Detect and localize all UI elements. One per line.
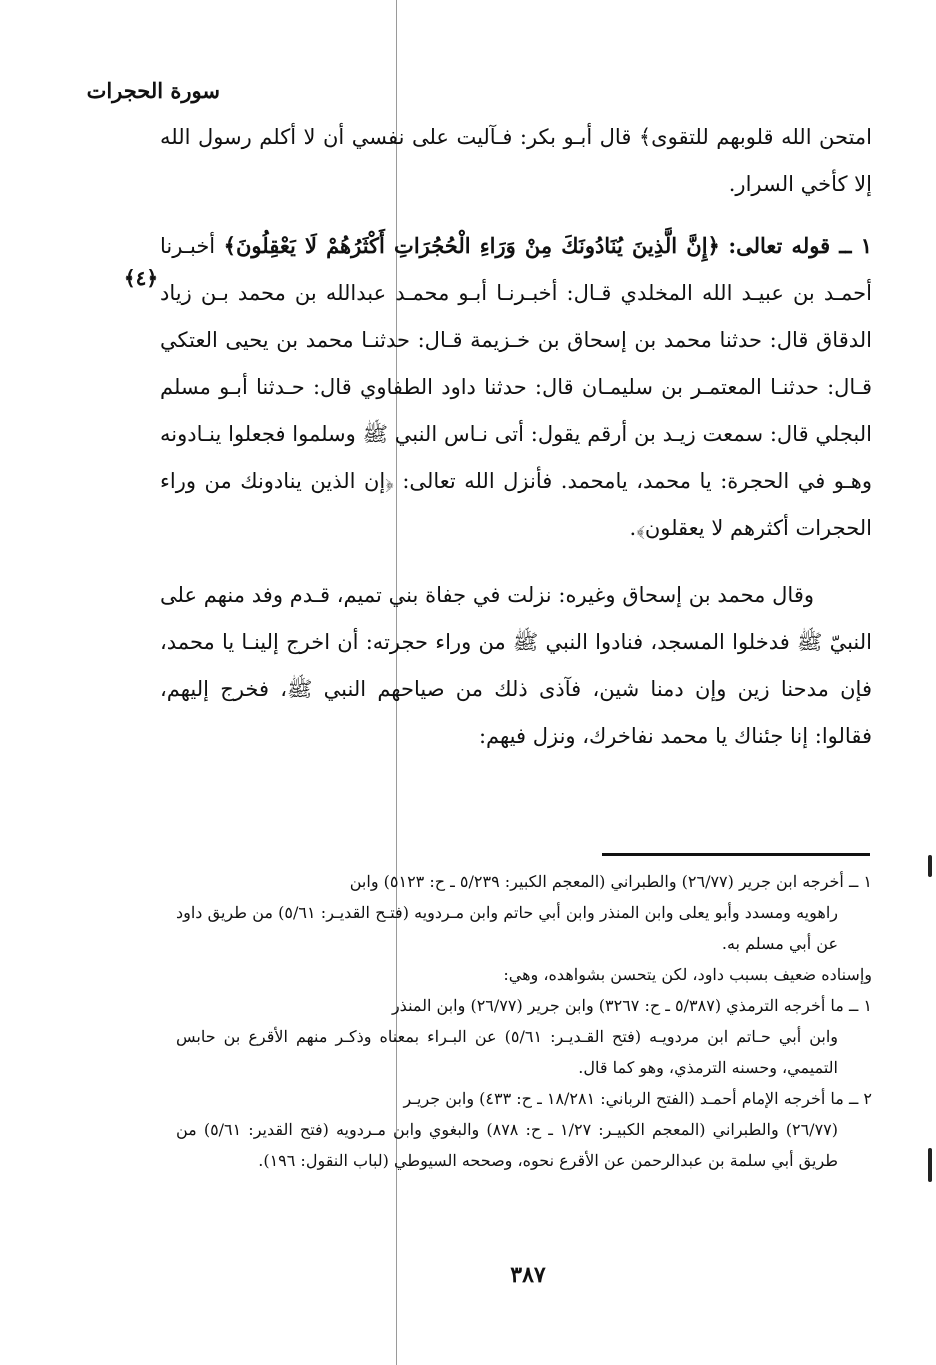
footnote-line: وإسناده ضعيف بسبب داود، لكن يتحسن بشواهده، وهي: — [503, 965, 872, 984]
scan-edge-mark — [928, 1148, 932, 1182]
verse-number-marker: ﴿٤﴾ — [123, 266, 159, 290]
paragraph-verse-1 — [160, 222, 872, 552]
footnote-line: ٢ ــ ما أخرجه الإمام أحمـد (الفتح الرباني: ١٨/٢٨١ ـ ح: ٤٣٣) وابن جريـر — [403, 1089, 872, 1108]
quran-verse: ﴿إِنَّ الَّذِينَ يُنَادُونَكَ مِنْ وَرَاءِ الْحُجُرَاتِ أَكْثَرُهُمْ لَا يَعْقِلُونَ﴾ — [223, 233, 720, 258]
page-number: ٣٨٧ — [510, 1262, 546, 1288]
scan-edge-mark — [928, 855, 932, 877]
footnote-divider — [602, 853, 870, 856]
running-head: سورة الحجرات — [86, 78, 220, 103]
footnote-continuation: راهويه ومسدد وأبو يعلى وابن المنذر وابن أبي حاتم وابن مـردويه (فتـح القديـر: ٥/٦١) من طريق داود عن أبي مسلم به. — [176, 903, 838, 953]
paragraph-continuation: امتحن الله قلوبهم للتقوى﴾ قال أبـو بكر: فـآليت على نفسي أن لا أكلم رسول الله إلا كأخي السرار. — [160, 125, 872, 196]
footnote-line: ١ ــ ما أخرجه الترمذي (٥/٣٨٧ ـ ح: ٣٢٦٧) وابن جرير (٢٦/٧٧) وابن المنذر — [391, 996, 872, 1015]
footnote-continuation: وابن أبي حـاتم ابن مردويـه (فتح القـديـر: ٥/٦١) عن البـراء بمعناه وذكـر منهم الأقرع بن حابس التميمي، وحسنه الترمذي، وهو كما قال. — [176, 1027, 839, 1077]
footnote-continuation: (٢٦/٧٧) والطبراني (المعجم الكبيـر: ١/٢٧ ـ ح: ٨٧٨) والبغوي وابن مـردويه (فتح القدير: ٥/٦١) من طريق أبي سلمة بن عبدالرحمن عن الأقرع نحوه، وصححه السيوطي (لباب النقول: ١٩٦). — [176, 1120, 838, 1170]
verse-heading: ١ ــ قوله تعالى: — [728, 233, 872, 258]
footnotes — [176, 866, 872, 1176]
narration-text: أخبـرنا أحمـد بن عبيـد الله المخلدي قـال: أخبـرنـا أبـو محمـد عبدالله بن محمد بـن زياد الدقاق قال: حدثنا محمد بن إسحاق بن خـزيمة قـال: حدثنـا محمد بن يحيى العتكي قـال: حدثنـا المعتمـر بن سليمـان قال: حدثنا داود الطفاوي قال: حـدثنا أبـو مسلم البجلي قال: سمعت زيـد بن أرقم يقول: أتى نـاس النبي ﷺ وسلموا فجعلوا ينـادونه وهـو في الحجرة: يا محمد، يامحمد. فأنزل الله تعالى: ﴿إن الذين ينادونك من وراء الحجرات أكثرهم لا يعقلون﴾. — [160, 234, 872, 540]
main-text — [160, 114, 872, 760]
paragraph-narration: وقال محمد بن إسحاق وغيره: نزلت في جفاة بني تميم، قـدم وفد منهم على النبيّ ﷺ فدخلوا المسجد، فنادوا النبي ﷺ من وراء حجرته: أن اخرج إلينـا يا محمد، فإن مدحنا زين وإن دمنا شين، فآذى ذلك من صياحهم النبي ﷺ، فخرج إليهم، فقالوا: إنا جئناك يا محمد نفاخرك، ونزل فيهم: — [160, 583, 872, 748]
footnote-line: ١ ــ أخرجه ابن جرير (٢٦/٧٧) والطبراني (المعجم الكبير: ٥/٢٣٩ ـ ح: ٥١٢٣) وابن — [349, 872, 872, 891]
